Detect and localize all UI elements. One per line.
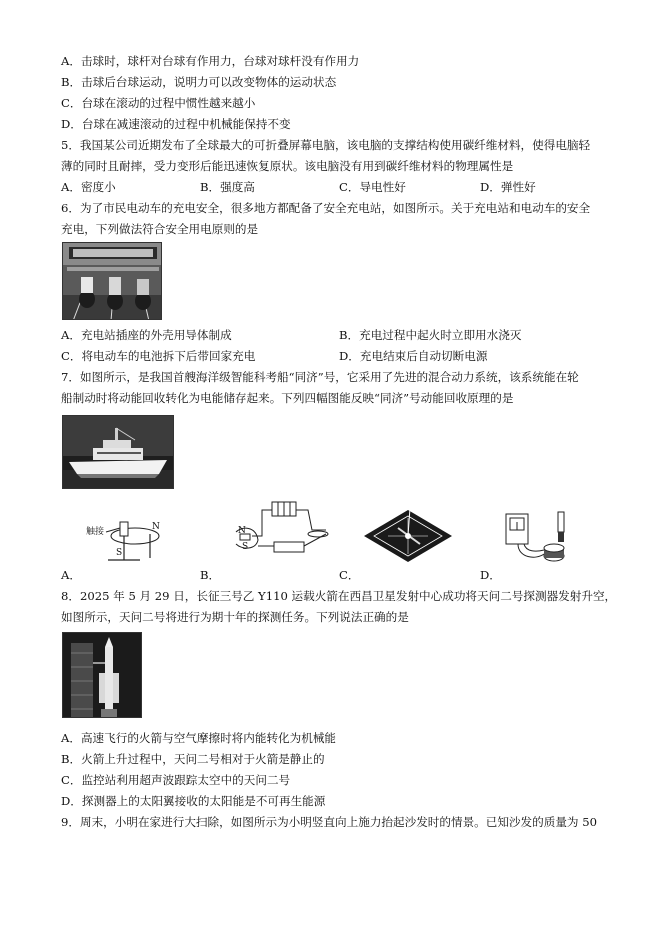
q5-option-a: A．密度小 <box>61 180 116 194</box>
q8-option-c: C．监控站利用超声波跟踪太空中的天问二号 <box>61 773 291 787</box>
figure-a-diagram <box>80 510 170 570</box>
q8-stem-line-2: 如图所示，天问二号将进行为期十年的探测任务。下列说法正确的是 <box>61 610 409 624</box>
figure-a-contact-label: 触接 <box>86 527 105 537</box>
figure-c-label: C． <box>339 568 360 582</box>
q6-stem-line-2: 充电，下列做法符合安全用电原则的是 <box>61 222 259 236</box>
q4-option-b: B．击球后台球运动，说明力可以改变物体的运动状态 <box>61 75 337 89</box>
q8-stem-line-1: 8．2025 年 5 月 29 日，长征三号乙 Y110 运载火箭在西昌卫星发射中心成功将天问二号探测器发射升空， <box>61 589 617 603</box>
q6-option-c: C．将电动车的电池拆下后带回家充电 <box>61 349 256 363</box>
charging-station-photo <box>62 242 162 320</box>
figure-b-n-label: N <box>238 526 246 536</box>
q6-option-b: B．充电过程中起火时立即用水浇灭 <box>339 328 522 342</box>
rocket-launch-photo <box>62 632 142 718</box>
figure-d-diagram <box>500 508 580 570</box>
q4-option-d: D．台球在减速滚动的过程中机械能保持不变 <box>61 117 291 131</box>
charging-station-illustration <box>63 243 162 320</box>
q8-option-b: B．火箭上升过程中，天问二号相对于火箭是静止的 <box>61 752 325 766</box>
q4-option-c: C．台球在滚动的过程中惯性越来越小 <box>61 96 256 110</box>
q5-option-d: D．弹性好 <box>480 180 536 194</box>
q6-option-d: D．充电结束后自动切断电源 <box>339 349 488 363</box>
figure-a-s-label: S <box>116 548 123 558</box>
research-ship-illustration <box>63 416 174 489</box>
q8-option-a: A．高速飞行的火箭与空气摩擦时将内能转化为机械能 <box>61 731 337 745</box>
q8-option-d: D．探测器上的太阳翼接收的太阳能是不可再生能源 <box>61 794 326 808</box>
figure-a <box>80 510 170 570</box>
q5-stem-line-2: 薄的同时且耐摔，受力变形后能迅速恢复原状。该电脑没有用到碳纤维材料的物理属性是 <box>61 159 514 173</box>
q6-option-a: A．充电站插座的外壳用导体制成 <box>61 328 232 342</box>
q7-stem-line-2: 船制动时将动能回收转化为电能储存起来。下列四幅图能反映“同济”号动能回收原理的是 <box>61 391 514 405</box>
q4-option-a: A．击球时，球杆对台球有作用力，台球对球杆没有作用力 <box>61 54 360 68</box>
figure-d <box>500 508 580 570</box>
figure-b-label: B． <box>200 568 221 582</box>
figure-c <box>362 506 454 566</box>
figure-b <box>222 496 338 560</box>
rocket-launch-illustration <box>63 633 142 718</box>
figure-c-diagram <box>362 506 454 566</box>
q7-stem-line-1: 7．如图所示，是我国首艘海洋级智能科考船“同济”号，它采用了先进的混合动力系统，该系统能在轮 <box>61 370 579 384</box>
figure-a-label: A． <box>61 568 81 582</box>
q5-stem-line-1: 5．我国某公司近期发布了全球最大的可折叠屏幕电脑，该电脑的支撑结构使用碳纤维材料，使得电脑轻 <box>61 138 591 152</box>
figure-b-s-label: S <box>242 542 249 552</box>
q5-option-c: C．导电性好 <box>339 180 406 194</box>
figure-a-n-label: N <box>152 522 160 532</box>
q9-stem-line-1: 9．周末，小明在家进行大扫除，如图所示为小明竖直向上施力抬起沙发时的情景。已知沙发的质量为 50 <box>61 815 597 829</box>
q5-option-b: B．强度高 <box>200 180 255 194</box>
q6-stem-line-1: 6．为了市民电动车的充电安全，很多地方都配备了安全充电站，如图所示。关于充电站和电动车的安全 <box>61 201 591 215</box>
figure-d-label: D． <box>480 568 501 582</box>
research-ship-photo <box>62 415 174 489</box>
